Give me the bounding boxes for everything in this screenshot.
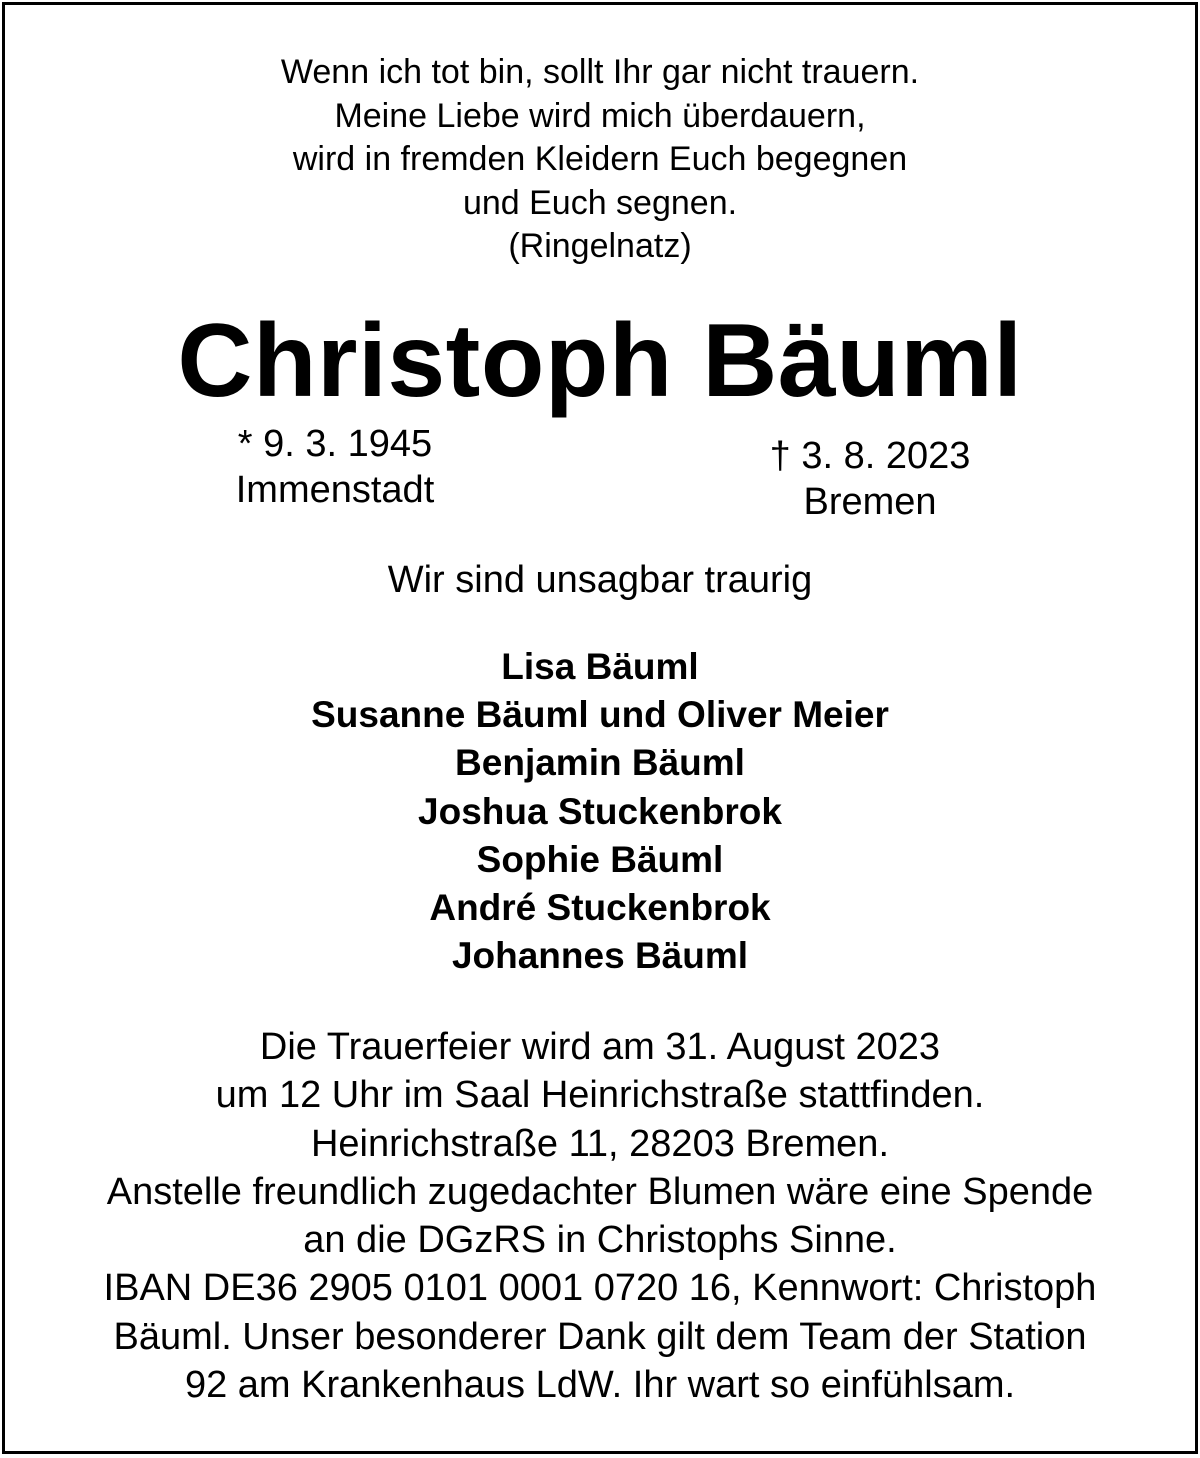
info-line: an die DGzRS in Christophs Sinne. — [303, 1219, 897, 1262]
birth-info — [165, 421, 505, 513]
family-member: Sophie Bäuml — [476, 838, 724, 880]
poem — [5, 51, 1195, 269]
birth-date: * 9. 3. 1945 — [237, 423, 433, 465]
family-member: Susanne Bäuml und Oliver Meier — [311, 694, 889, 736]
death-place: Bremen — [803, 481, 937, 523]
info-line: Die Trauerfeier wird am 31. August 2023 — [259, 1026, 941, 1068]
family-member: Benjamin Bäuml — [455, 742, 745, 784]
family-member: Joshua Stuckenbrok — [418, 790, 782, 832]
mourning-line: Wir sind unsagbar traurig — [387, 559, 813, 601]
info-line: um 12 Uhr im Saal Heinrichstraße stattfinden. — [215, 1074, 985, 1117]
poem-author: (Ringelnatz) — [508, 227, 692, 265]
poem-line: Wenn ich tot bin, sollt Ihr gar nicht trauern. — [280, 53, 920, 91]
family-member: Johannes Bäuml — [451, 935, 749, 977]
obituary-notice — [2, 2, 1198, 1454]
funeral-info — [5, 1023, 1195, 1409]
info-line: IBAN DE36 2905 0101 0001 0720 16, Kennwort: Christoph — [103, 1267, 1097, 1310]
family-member: Lisa Bäuml — [501, 646, 699, 687]
poem-line: und Euch segnen. — [462, 183, 738, 222]
poem-line: Meine Liebe wird mich überdauern, — [334, 96, 866, 135]
deceased-name: Christoph Bäuml — [177, 303, 1023, 419]
info-line: Heinrichstraße 11, 28203 Bremen. — [310, 1122, 890, 1165]
death-date: † 3. 8. 2023 — [769, 435, 971, 477]
family-list — [5, 643, 1195, 980]
info-line: Anstelle freundlich zugedachter Blumen wäre eine Spende — [106, 1170, 1094, 1213]
info-line: 92 am Krankenhaus LdW. Ihr wart so einfühlsam. — [184, 1364, 1016, 1407]
info-line: Bäuml. Unser besonderer Dank gilt dem Team der Station — [113, 1315, 1087, 1358]
family-member: André Stuckenbrok — [429, 886, 771, 928]
poem-line: wird in fremden Kleidern Euch begegnen — [292, 140, 908, 178]
death-info — [700, 433, 1040, 525]
birth-place: Immenstadt — [235, 469, 435, 511]
